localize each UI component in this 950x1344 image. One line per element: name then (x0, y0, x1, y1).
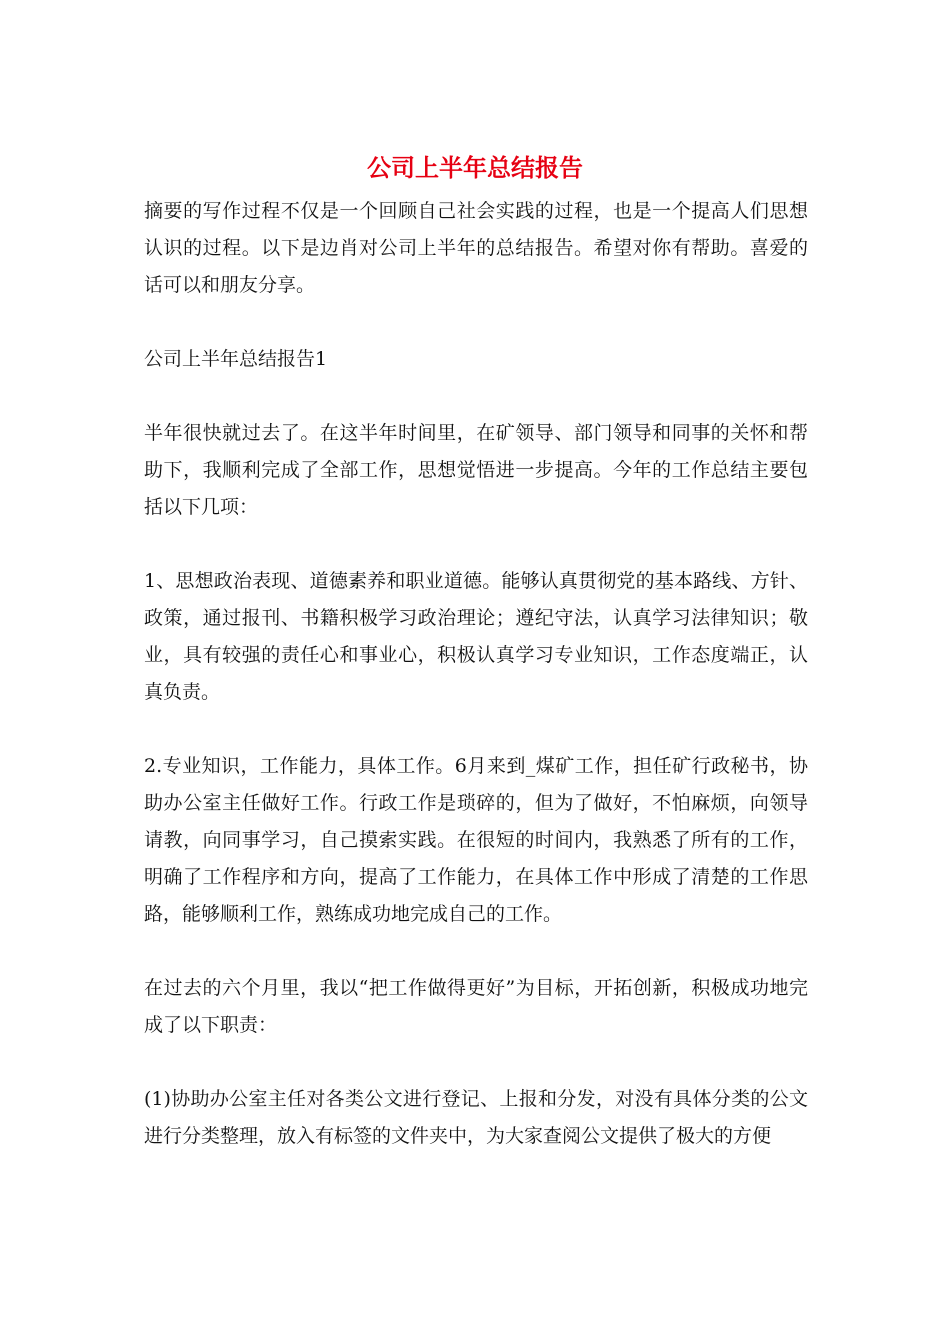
body-paragraph: 2.专业知识，工作能力，具体工作。6月来到_煤矿工作，担任矿行政秘书，协助办公室主任做好工作。行政工作是琐碎的，但为了做好，不怕麻烦，向领导请教，向同事学习，自己摸索实践。在很短的时间内，我熟悉了所有的工作，明确了工作程序和方向，提高了工作能力，在具体工作中形成了清楚的工作思路，能够顺利工作，熟练成功地完成自己的工作。 (144, 755, 808, 925)
intro-paragraph: 摘要的写作过程不仅是一个回顾自己社会实践的过程，也是一个提高人们思想认识的过程。以下是边肖对公司上半年的总结报告。希望对你有帮助。喜爱的话可以和朋友分享。 (144, 200, 808, 296)
body-paragraph: 在过去的六个月里，我以“把工作做得更好”为目标，开拓创新，积极成功地完成了以下职责： (144, 977, 808, 1036)
section-heading: 公司上半年总结报告1 (144, 348, 328, 370)
body-paragraph: 半年很快就过去了。在这半年时间里，在矿领导、部门领导和同事的关怀和帮助下，我顺利完成了全部工作，思想觉悟进一步提高。今年的工作总结主要包括以下几项： (144, 422, 808, 518)
body-paragraph: (1)协助办公室主任对各类公文进行登记、上报和分发，对没有具体分类的公文进行分类整理，放入有标签的文件夹中，为大家查阅公文提供了极大的方便 (144, 1088, 808, 1147)
body-paragraph: 1、思想政治表现、道德素养和职业道德。能够认真贯彻党的基本路线、方针、政策，通过报刊、书籍积极学习政治理论；遵纪守法，认真学习法律知识；敬业，具有较强的责任心和事业心，积极认真学习专业知识，工作态度端正，认真负责。 (144, 570, 808, 703)
document-title: 公司上半年总结报告 (367, 153, 583, 182)
document-body (144, 193, 808, 1155)
